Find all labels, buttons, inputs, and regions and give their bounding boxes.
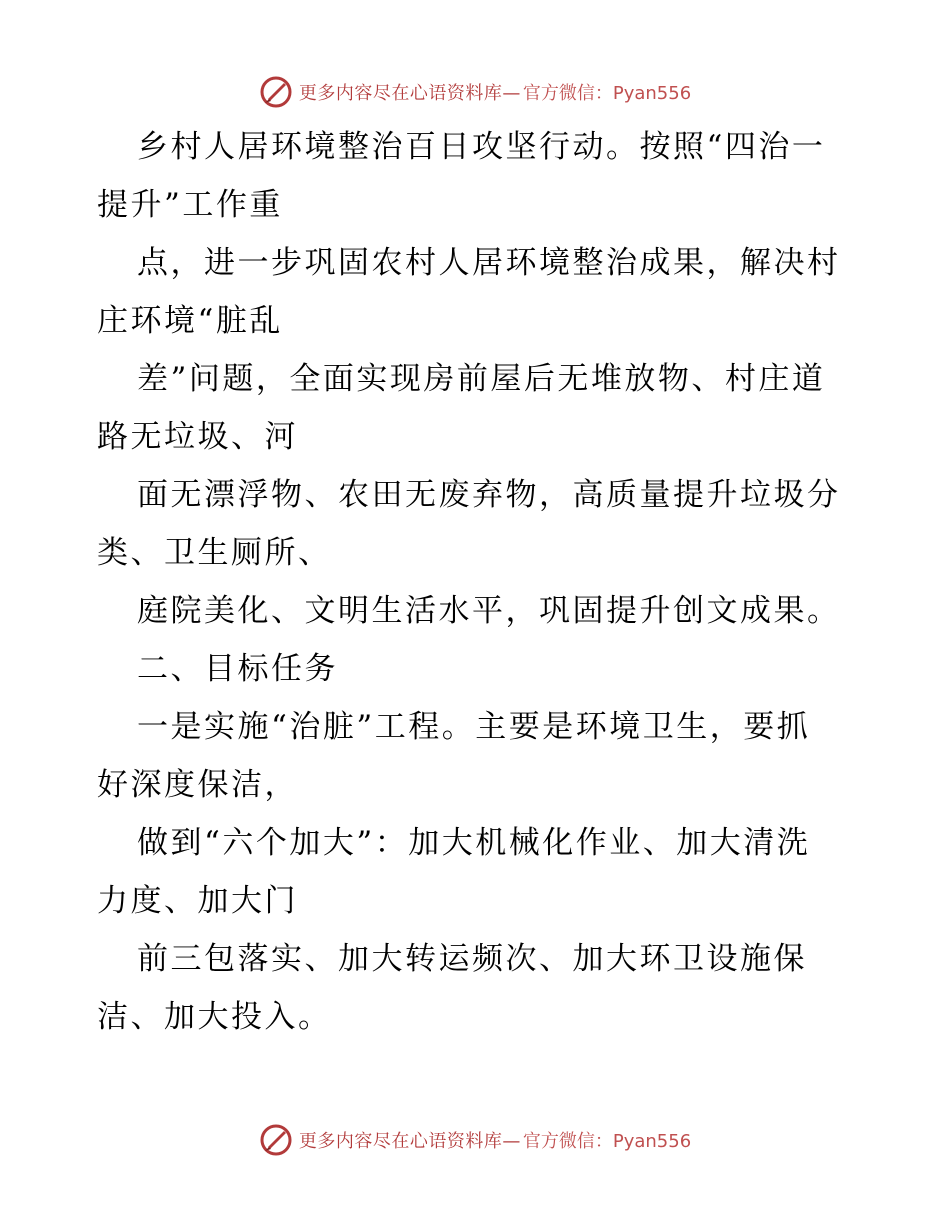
- text-line: 一是实施“治脏”工程。主要是环境卫生，要抓: [137, 709, 811, 745]
- header-watermark: [0, 72, 950, 112]
- document-body: [97, 118, 857, 1046]
- text-line: 庭院美化、文明生活水平，巩固提升创文成果。: [137, 593, 841, 629]
- text-line: 类、卫生厕所、: [97, 535, 332, 571]
- watermark-wechat: 官方微信：Pyan556: [522, 1131, 692, 1152]
- text-line: 做到“六个加大”：加大机械化作业、加大清洗: [137, 825, 811, 861]
- footer-watermark: [0, 1120, 950, 1160]
- watermark-wechat: 官方微信：Pyan556: [522, 83, 692, 104]
- text-line: 好深度保洁，: [97, 767, 298, 803]
- quill-pen-icon: [259, 1123, 293, 1157]
- text-line: 庄环境“脏乱: [97, 303, 283, 339]
- quill-pen-icon: [259, 75, 293, 109]
- text-line: 提升”工作重: [97, 187, 283, 223]
- text-line: 差”问题，全面实现房前屋后无堆放物、村庄道: [137, 361, 826, 397]
- text-line: 面无漂浮物、农田无废弃物，高质量提升垃圾分: [137, 477, 841, 513]
- text-line: 力度、加大门: [97, 883, 298, 919]
- text-line: 洁、加大投入。: [97, 999, 332, 1035]
- watermark-text: 更多内容尽在心语资料库—: [298, 1131, 521, 1152]
- text-line: 前三包落实、加大转运频次、加大环卫设施保: [137, 941, 807, 977]
- section-heading: 二、目标任务: [137, 651, 338, 687]
- text-line: 乡村人居环境整治百日攻坚行动。按照“四治一: [137, 129, 826, 165]
- text-line: 路无垃圾、河: [97, 419, 298, 455]
- text-line: 点，进一步巩固农村人居环境整治成果，解决村: [137, 245, 841, 281]
- watermark-text: 更多内容尽在心语资料库—: [298, 83, 521, 104]
